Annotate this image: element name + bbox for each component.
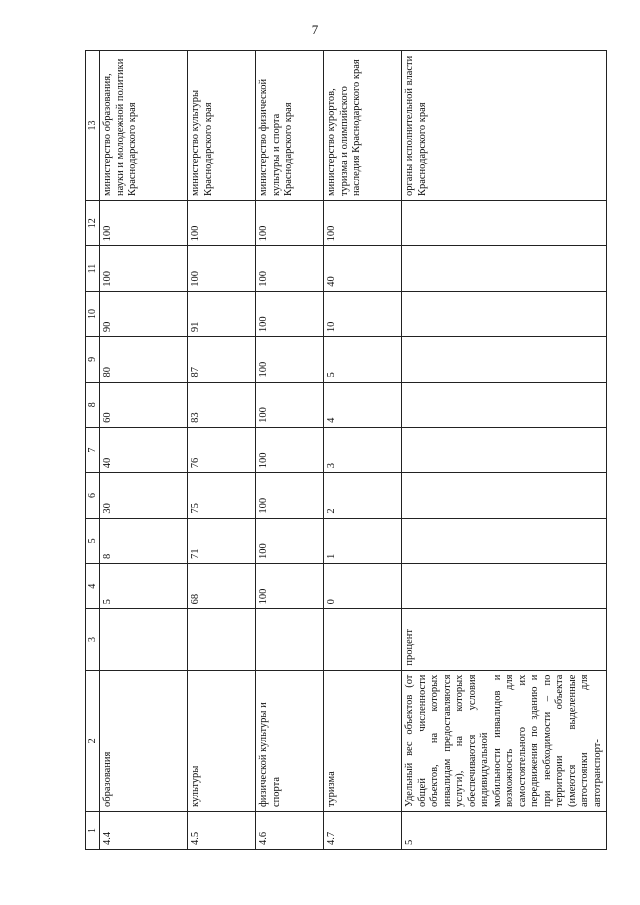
table-row [256,51,324,850]
value-cell: 68 [188,564,256,609]
header-cell: 1 [86,812,100,850]
row-number-cell: 4.7 [324,812,402,850]
responsible-cell: министерство культуры Краснодарского края [188,51,256,201]
header-cell: 7 [86,427,100,472]
table-row [324,51,402,850]
header-cell: 8 [86,382,100,427]
indicator-name-cell: туризма [324,670,402,811]
header-cell: 5 [86,518,100,563]
row-number-cell: 4.6 [256,812,324,850]
value-cell [402,382,607,427]
unit-cell [188,609,256,670]
header-cell: 2 [86,670,100,811]
value-cell: 100 [256,337,324,382]
value-cell: 100 [188,201,256,246]
table-row [188,51,256,850]
value-cell [402,473,607,518]
value-cell: 100 [188,246,256,291]
row-number-cell: 5 [402,812,607,850]
value-cell: 87 [188,337,256,382]
value-cell: 40 [100,427,188,472]
value-cell: 76 [188,427,256,472]
value-cell: 40 [324,246,402,291]
value-cell: 2 [324,473,402,518]
row-number-cell: 4.5 [188,812,256,850]
value-cell: 75 [188,473,256,518]
value-cell: 100 [324,201,402,246]
value-cell: 100 [256,291,324,336]
value-cell [402,201,607,246]
value-cell [402,427,607,472]
row-number-cell: 4.4 [100,812,188,850]
table-row [100,51,188,850]
header-cell: 4 [86,564,100,609]
value-cell [402,564,607,609]
value-cell: 100 [100,201,188,246]
responsible-cell: министерство физической культуры и спорта Краснодарского края [256,51,324,201]
value-cell: 80 [100,337,188,382]
responsible-cell: органы исполнительной власти Краснодарского края [402,51,607,201]
value-cell: 100 [256,518,324,563]
header-cell: 12 [86,201,100,246]
value-cell: 10 [324,291,402,336]
value-cell: 100 [256,382,324,427]
indicator-name-cell: образования [100,670,188,811]
value-cell: 83 [188,382,256,427]
header-cell: 9 [86,337,100,382]
header-cell: 11 [86,246,100,291]
value-cell: 1 [324,518,402,563]
indicator-name-cell: физической культуры и спорта [256,670,324,811]
indicator-name-cell: Удельный вес объектов (от общей численности объектов, на которых инвалидам предоставляются услуги), на которых обеспечиваются условия индивидуальной мобильности инвалидов и возможность для самостоятельного их передвижения по зданию и при необходимости – по территории объекта (имеются выделенные автостоянки для автотранспорт- [402,670,607,811]
value-cell: 100 [256,427,324,472]
value-cell: 60 [100,382,188,427]
unit-cell: процент [402,609,607,670]
header-cell: 3 [86,609,100,670]
header-cell: 10 [86,291,100,336]
value-cell: 30 [100,473,188,518]
indicator-name-cell: культуры [188,670,256,811]
header-cell: 13 [86,51,100,201]
value-cell: 100 [256,246,324,291]
header-cell: 6 [86,473,100,518]
value-cell: 100 [256,473,324,518]
table-container [85,50,603,850]
value-cell: 5 [100,564,188,609]
value-cell: 4 [324,382,402,427]
value-cell: 100 [100,246,188,291]
value-cell: 8 [100,518,188,563]
value-cell: 0 [324,564,402,609]
page-number: 7 [311,22,319,37]
unit-cell [100,609,188,670]
responsible-cell: министерство курортов, туризма и олимпийского наследия Краснодарского края [324,51,402,201]
value-cell: 100 [256,201,324,246]
value-cell [402,246,607,291]
value-cell [402,337,607,382]
value-cell: 90 [100,291,188,336]
value-cell: 71 [188,518,256,563]
value-cell [402,291,607,336]
indicators-table [85,50,607,850]
unit-cell [324,609,402,670]
unit-cell [256,609,324,670]
value-cell: 3 [324,427,402,472]
responsible-cell: министерство образования, науки и молодежной политики Краснодарского края [100,51,188,201]
value-cell: 91 [188,291,256,336]
table-header-row [86,51,100,850]
value-cell: 5 [324,337,402,382]
value-cell [402,518,607,563]
table-row [402,51,607,850]
value-cell: 100 [256,564,324,609]
